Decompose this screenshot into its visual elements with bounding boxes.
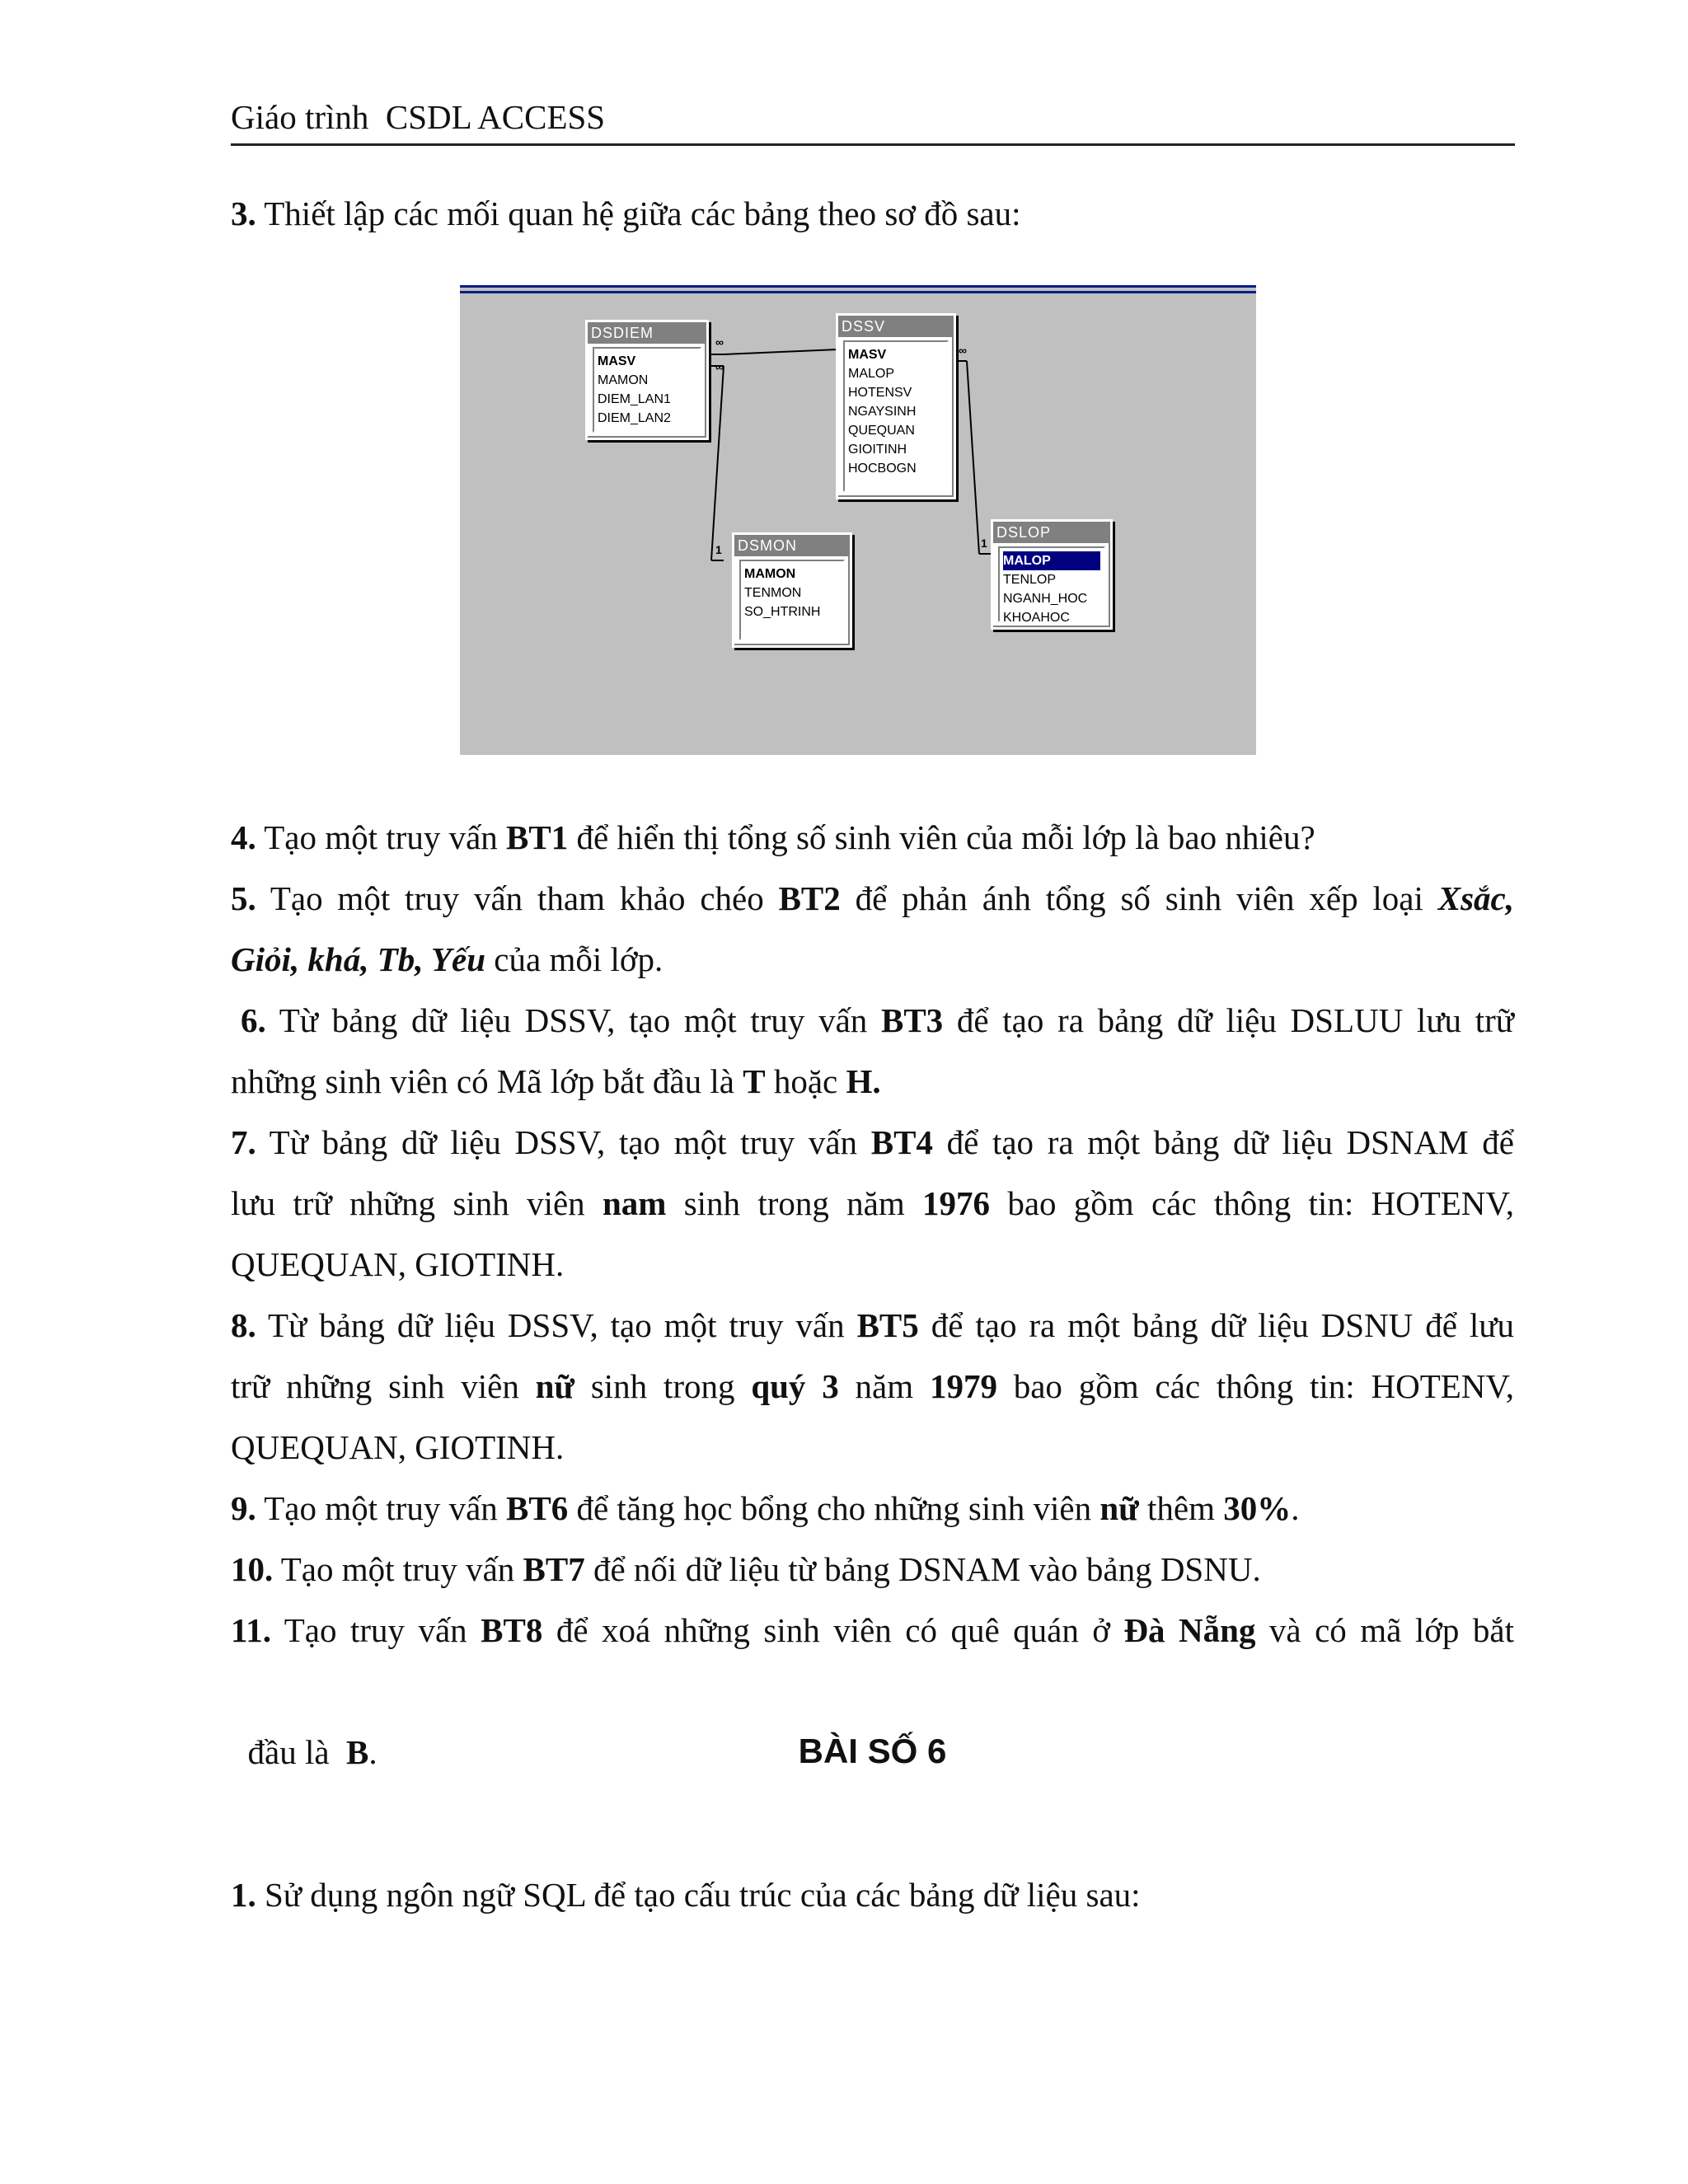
table-title: DSMON [734,535,850,556]
field-list [739,560,845,640]
emphasis: nữ [1100,1489,1139,1527]
field-item-selected[interactable]: MALOP [1003,551,1100,570]
table-dslop[interactable] [991,519,1113,630]
text: bao gồm các thông tin: HOTENV, [990,1184,1514,1222]
item-5-line-2 [231,929,1514,990]
text: bao gồm các thông tin: HOTENV, [996,1367,1514,1405]
query-name: BT8 [481,1611,543,1649]
text: trữ những sinh viên [231,1367,536,1405]
field-item[interactable]: TENLOP [1003,573,1057,587]
item-8-line-1 [231,1295,1514,1356]
text: Tạo một truy vấn [256,1489,507,1527]
table-dssv[interactable] [836,313,956,499]
item-11-line-1 [231,1600,1514,1661]
field-list [593,347,701,433]
table-title: DSDIEM [588,322,706,344]
text: hoặc [765,1062,846,1100]
field-item[interactable]: HOTENSV [848,386,912,400]
item-number: 9. [231,1489,256,1527]
text: . [1291,1489,1300,1527]
emphasis: quý 3 [751,1367,839,1405]
item-number: 3. [231,194,256,232]
rel-label-one: 1 [981,537,987,550]
field-item[interactable]: MAMON [598,373,649,387]
item-10 [231,1539,1514,1600]
item-8-line-3 [231,1417,1514,1478]
field-item[interactable]: DIEM_LAN1 [598,392,671,406]
item-text: Thiết lập các mối quan hệ giữa các bảng theo sơ đồ sau: [256,194,1021,232]
text: năm [838,1367,930,1405]
text: . [368,1733,377,1771]
field-item[interactable]: MAMON [744,567,796,581]
section-heading: BÀI SỐ 6 [798,1732,947,1770]
rel-label-one: 1 [715,543,722,556]
text: và có mã lớp bắt [1255,1611,1514,1649]
query-name: BT2 [778,879,841,917]
query-name: BT5 [856,1306,919,1344]
field-item[interactable]: NGANH_HOC [1003,592,1088,606]
text: thêm [1138,1489,1224,1527]
text: Từ bảng dữ liệu DSSV, tạo một truy vấn [256,1306,857,1344]
field-item[interactable]: MALOP [848,367,895,381]
field-item[interactable]: MASV [598,354,636,368]
rel-label-many: ∞ [715,360,724,373]
emphasis: Giỏi, khá, Tb, Yếu [231,940,486,978]
emphasis: Xsắc, [1437,879,1514,917]
item-number: 8. [231,1306,256,1344]
text: Tạo một truy vấn [256,818,507,856]
field-list [843,340,949,492]
text: Sử dụng ngôn ngữ SQL để tạo cấu trúc của các bảng dữ liệu sau: [256,1876,1141,1914]
emphasis: B [346,1733,369,1771]
field-item[interactable]: DIEM_LAN2 [598,411,671,425]
emphasis: 30% [1223,1489,1292,1527]
text: để phản ánh tổng số sinh viên xếp loại [840,879,1438,917]
item-7-line-3 [231,1234,1514,1295]
item-7-line-1 [231,1112,1514,1173]
emphasis: 1976 [922,1184,991,1222]
table-title: DSLOP [993,522,1110,543]
emphasis: nam [602,1184,667,1222]
field-item[interactable]: NGAYSINH [848,405,917,419]
table-dsdiem[interactable] [585,320,709,440]
text: sinh trong [574,1367,752,1405]
query-name: BT4 [870,1123,933,1161]
page-header [231,97,1515,146]
header-title: Giáo trình CSDL ACCESS [231,98,606,136]
text: Tạo một truy vấn tham khảo chéo [256,879,779,917]
text: để nối dữ liệu từ bảng DSNAM vào bảng DSNU. [584,1550,1261,1588]
field-item[interactable]: QUEQUAN [848,424,915,438]
text: để hiển thị tổng số sinh viên của mỗi lớp là bao nhiêu? [568,818,1315,856]
text: Tạo truy vấn [271,1611,481,1649]
item-6-line-2 [231,1051,1514,1112]
item-number: 4. [231,818,256,856]
rel-label-many: ∞ [715,335,724,349]
rel-label-many: ∞ [959,344,967,357]
relationship-diagram [460,285,1256,755]
item-number: 1. [231,1876,256,1914]
table-dsmon[interactable] [732,532,852,648]
emphasis: Đà Nẵng [1123,1611,1256,1649]
emphasis: 1979 [929,1367,997,1405]
section6-item-1 [231,1864,1514,1925]
text: Từ bảng dữ liệu DSSV, tạo một truy vấn [265,1001,881,1039]
item-9 [231,1478,1514,1539]
emphasis: nữ [535,1367,575,1405]
text: QUEQUAN, GIOTINH. [231,1245,565,1283]
text: của mỗi lớp. [485,940,663,978]
table-title: DSSV [838,316,954,337]
text: để tạo ra một bảng dữ liệu DSNU để lưu [918,1306,1515,1344]
query-name: BT1 [506,818,569,856]
query-name: BT7 [523,1550,585,1588]
item-number: 11. [231,1611,271,1649]
text: Từ bảng dữ liệu DSSV, tạo một truy vấn [256,1123,871,1161]
text: để xoá những sinh viên có quê quán ở [542,1611,1124,1649]
field-item[interactable]: GIOITINH [848,443,907,457]
item-number: 6. [241,1001,266,1039]
item-4 [231,807,1514,868]
text: để tạo ra một bảng dữ liệu DSNAM để [932,1123,1514,1161]
text: đầu là [247,1733,347,1771]
text: lưu trữ những sinh viên [231,1184,603,1222]
field-item[interactable]: SO_HTRINH [744,605,821,619]
emphasis: T [743,1062,766,1100]
text: những sinh viên có Mã lớp bắt đầu là [231,1062,743,1100]
item-6-line-1 [231,990,1514,1051]
emphasis: H. [846,1062,881,1100]
field-item[interactable]: MASV [848,348,887,362]
field-item[interactable]: HOCBOGN [848,462,917,476]
field-list [998,546,1105,625]
field-item[interactable]: TENMON [744,586,802,600]
item-number: 7. [231,1123,256,1161]
text: để tạo ra bảng dữ liệu DSLUU lưu trữ [943,1001,1514,1039]
item-3 [231,183,1514,244]
query-name: BT3 [880,1001,944,1039]
text: QUEQUAN, GIOTINH. [231,1428,565,1466]
item-7-line-2 [231,1173,1514,1234]
field-item[interactable]: KHOAHOC [1003,611,1070,625]
text: Tạo một truy vấn [273,1550,523,1588]
item-5-line-1 [231,868,1514,929]
item-8-line-2 [231,1356,1514,1417]
query-name: BT6 [506,1489,569,1527]
text: sinh trong năm [666,1184,923,1222]
item-number: 10. [231,1550,274,1588]
text: để tăng học bổng cho những sinh viên [568,1489,1100,1527]
item-number: 5. [231,879,256,917]
